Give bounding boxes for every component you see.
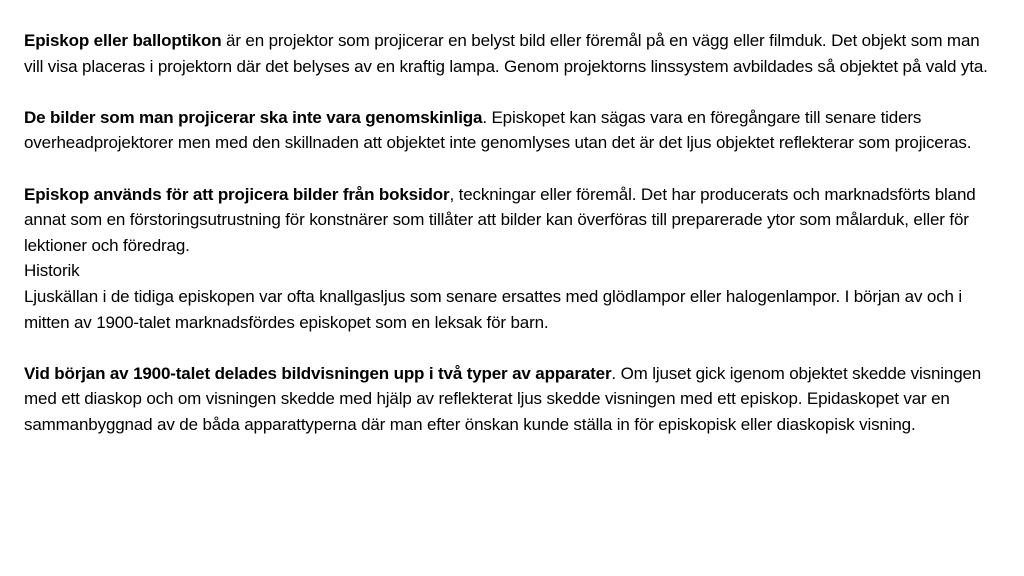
bold-term: Vid början av 1900-talet delades bildvisningen upp i två typer av apparater (24, 363, 612, 383)
paragraph-spacer (24, 156, 994, 182)
bold-term: Episkop eller balloptikon (24, 31, 222, 50)
paragraph-usage (24, 182, 994, 259)
paragraph-text: . Om ljuset gick igenom objektet skedde visningen med ett diaskop och om visningen skedde med hjälp av reflekterat ljus skedde visningen med ett episkop. Epidaskopet var en sammanbyggnad av de båda apparattyperna där man efter önskan kunde ställa in för episkopisk eller diaskopisk visning. (24, 363, 982, 434)
paragraph-two-types (24, 361, 994, 438)
paragraph-history: Ljuskällan i de tidiga episkopen var ofta knallgasljus som senare ersattes med glödlampor eller halogenlampor. I början av och i mitten av 1900-talet marknadsfördes episkopet som en leksak för barn. (24, 286, 963, 332)
paragraph-text: , teckningar eller föremål. Det har producerats och marknadsförts bland annat som en förstoringsutrustning för konstnärer som tillåter att bilder kan överföras till preparerade ytor som målarduk, eller för lektioner och föredrag. (24, 184, 976, 255)
bold-term: Episkop används för att projicera bilder från boksidor (24, 184, 450, 204)
paragraph-spacer (24, 79, 994, 105)
paragraph-not-transparent (24, 105, 994, 156)
paragraph-episkop-definition (24, 28, 994, 79)
bold-term: De bilder som man projicerar ska inte vara genomskinliga (24, 107, 483, 127)
paragraph-spacer (24, 335, 994, 361)
paragraph-text: . Episkopet kan sägas vara en föregångare till senare tiders overheadprojektorer men med den skillnaden att objektet inte genomlyses utan det är det ljus objektet reflekterar som projiceras. (24, 107, 972, 153)
section-heading-historik: Historik (24, 261, 80, 281)
paragraph-text: är en projektor som projicerar en belyst bild eller föremål på en vägg eller filmduk. Det objekt som man vill visa placeras i projektorn där det belyses av en kraftig lampa. Genom projektorns linssystem avbildades så objektet på vald yta. (24, 31, 988, 76)
